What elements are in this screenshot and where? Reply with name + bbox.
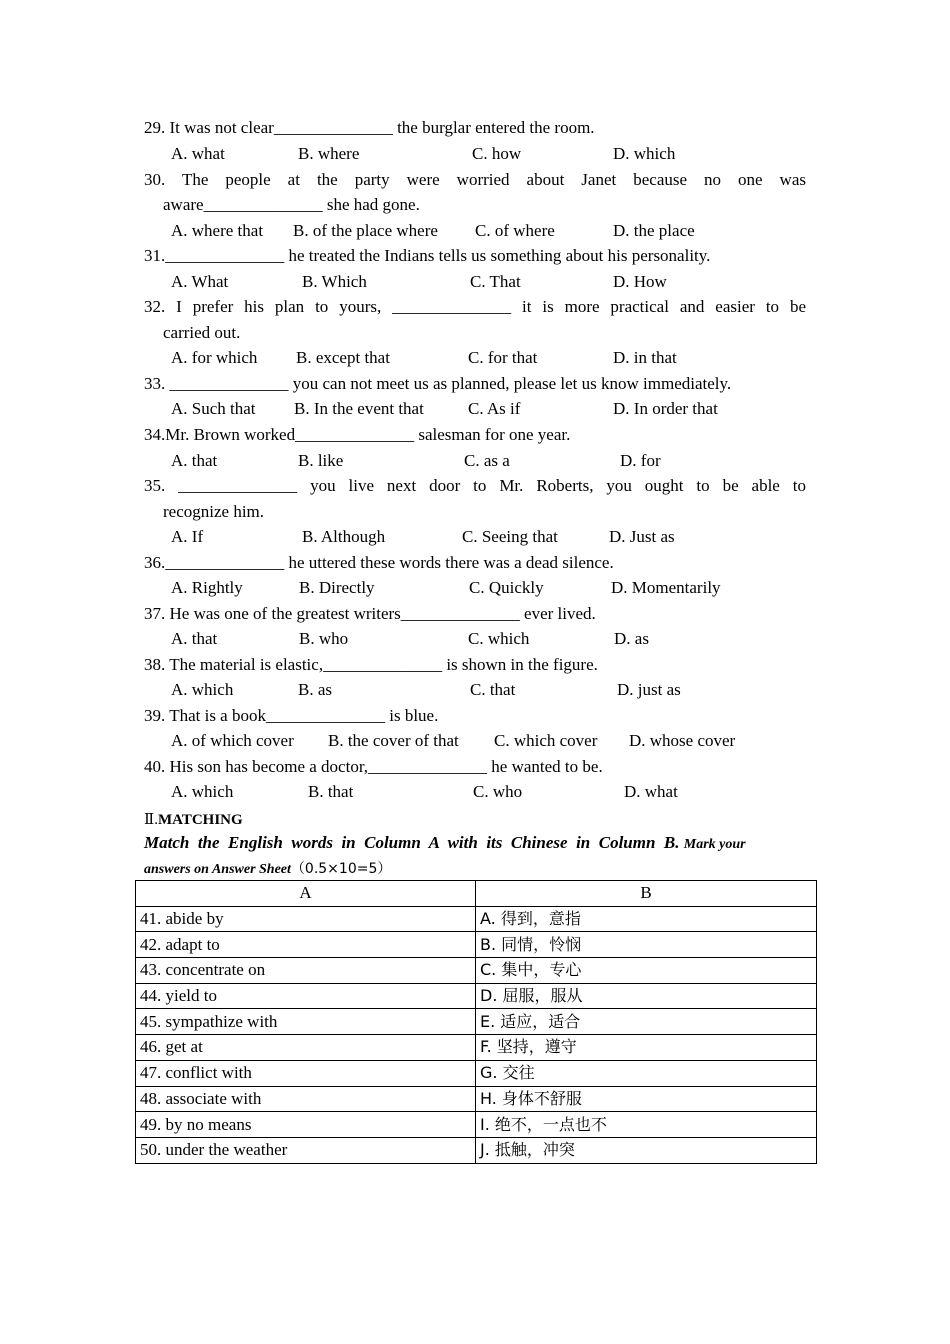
section-instruction-line-2 bbox=[144, 858, 806, 880]
question-30-option-c: C. of where bbox=[475, 221, 555, 240]
column-a-cell: 45. sympathize with bbox=[136, 1009, 476, 1035]
column-b-cell: I. 绝不，一点也不 bbox=[476, 1112, 817, 1138]
column-b-cell: B. 同情，怜悯 bbox=[476, 932, 817, 958]
question-40-option-b: B. that bbox=[308, 782, 354, 801]
question-36-option-b: B. Directly bbox=[299, 578, 375, 597]
table-row bbox=[136, 906, 817, 932]
column-a-cell: 41. abide by bbox=[136, 906, 476, 932]
table-row bbox=[136, 1112, 817, 1138]
question-38-option-c: C. that bbox=[470, 680, 516, 699]
column-b-cell: D. 屈服，服从 bbox=[476, 983, 817, 1009]
question-33-option-b: B. In the event that bbox=[294, 399, 424, 418]
question-37-option-c: C. which bbox=[468, 629, 530, 648]
question-30-stem: 30. The people at the party were worried about Janet because no one was bbox=[144, 170, 806, 189]
instruction-answer-sheet-text: answers on Answer Sheet bbox=[144, 862, 291, 877]
question-32-option-b: B. except that bbox=[296, 348, 390, 367]
question-37-stem: 37. He was one of the greatest writers______________ ever lived. bbox=[144, 604, 596, 623]
question-29-option-b: B. where bbox=[298, 144, 360, 163]
section-heading bbox=[144, 810, 243, 829]
column-a-cell: 47. conflict with bbox=[136, 1060, 476, 1086]
table-row bbox=[136, 1060, 817, 1086]
column-a-header: A bbox=[136, 881, 476, 907]
question-38-option-a: A. which bbox=[171, 680, 234, 699]
instruction-score-value: （0.5×10=5） bbox=[290, 861, 392, 877]
table-row bbox=[136, 1086, 817, 1112]
question-30-stem-continued: aware______________ she had gone. bbox=[163, 195, 420, 214]
column-a-cell: 44. yield to bbox=[136, 983, 476, 1009]
question-31-option-b: B. Which bbox=[302, 272, 367, 291]
question-32-stem: 32. I prefer his plan to yours, ______________ it is more practical and easier to be bbox=[144, 297, 806, 316]
column-b-cell: G. 交往 bbox=[476, 1060, 817, 1086]
question-36-option-d: D. Momentarily bbox=[611, 578, 721, 597]
question-32-option-d: D. in that bbox=[613, 348, 677, 367]
question-30-option-a: A. where that bbox=[171, 221, 264, 240]
column-a-cell: 48. associate with bbox=[136, 1086, 476, 1112]
question-39-option-a: A. of which cover bbox=[171, 731, 294, 750]
question-35-stem-continued: recognize him. bbox=[163, 502, 265, 521]
question-37-option-a: A. that bbox=[171, 629, 218, 648]
table-row bbox=[136, 1035, 817, 1061]
question-40-option-a: A. which bbox=[171, 782, 234, 801]
column-b-cell: F. 坚持，遵守 bbox=[476, 1035, 817, 1061]
question-32-option-a: A. for which bbox=[171, 348, 258, 367]
question-39-option-c: C. which cover bbox=[494, 731, 598, 750]
column-a-cell: 50. under the weather bbox=[136, 1137, 476, 1163]
question-29-option-a: A. what bbox=[171, 144, 225, 163]
question-30-option-b: B. of the place where bbox=[293, 221, 438, 240]
question-33-option-d: D. In order that bbox=[613, 399, 718, 418]
question-35-option-b: B. Although bbox=[302, 527, 386, 546]
column-a-cell: 49. by no means bbox=[136, 1112, 476, 1138]
instruction-score-text bbox=[291, 861, 391, 877]
question-37-option-b: B. who bbox=[299, 629, 349, 648]
question-29-stem: 29. It was not clear______________ the burglar entered the room. bbox=[144, 118, 595, 137]
question-35-option-c: C. Seeing that bbox=[462, 527, 558, 546]
section-number: Ⅱ. bbox=[144, 812, 158, 828]
question-40-option-c: C. who bbox=[473, 782, 523, 801]
question-31-option-c: C. That bbox=[470, 272, 521, 291]
question-33-option-a: A. Such that bbox=[171, 399, 256, 418]
question-34-option-a: A. that bbox=[171, 451, 218, 470]
question-34-option-b: B. like bbox=[298, 451, 344, 470]
question-38-stem: 38. The material is elastic,______________ is shown in the figure. bbox=[144, 655, 598, 674]
section-instruction-line-1 bbox=[144, 833, 806, 855]
question-35-option-a: A. If bbox=[171, 527, 204, 546]
column-a-cell: 42. adapt to bbox=[136, 932, 476, 958]
question-36-option-a: A. Rightly bbox=[171, 578, 243, 597]
question-30-option-d: D. the place bbox=[613, 221, 695, 240]
question-35-stem: 35. ______________ you live next door to Mr. Roberts, you ought to be able to bbox=[144, 476, 806, 495]
table-row bbox=[136, 1009, 817, 1035]
column-b-header: B bbox=[476, 881, 817, 907]
question-39-option-d: D. whose cover bbox=[629, 731, 736, 750]
table-row bbox=[136, 958, 817, 984]
question-37-option-d: D. as bbox=[614, 629, 649, 648]
question-38-option-d: D. just as bbox=[617, 680, 681, 699]
question-34-stem: 34.Mr. Brown worked______________ salesman for one year. bbox=[144, 425, 571, 444]
question-35-option-d: D. Just as bbox=[609, 527, 675, 546]
question-31-option-d: D. How bbox=[613, 272, 667, 291]
table-row bbox=[136, 1137, 817, 1163]
question-32-option-c: C. for that bbox=[468, 348, 538, 367]
table-header-row bbox=[136, 881, 817, 907]
column-b-cell: C. 集中，专心 bbox=[476, 958, 817, 984]
question-32-stem-continued: carried out. bbox=[163, 323, 241, 342]
question-36-option-c: C. Quickly bbox=[469, 578, 544, 597]
instruction-mark-text: Mark your bbox=[683, 837, 746, 852]
column-a-cell: 43. concentrate on bbox=[136, 958, 476, 984]
question-40-stem: 40. His son has become a doctor,______________ he wanted to be. bbox=[144, 757, 603, 776]
question-29-option-c: C. how bbox=[472, 144, 522, 163]
question-36-stem: 36.______________ he uttered these words there was a dead silence. bbox=[144, 553, 614, 572]
matching-table bbox=[135, 880, 817, 1164]
column-a-cell: 46. get at bbox=[136, 1035, 476, 1061]
question-33-stem: 33. ______________ you can not meet us as planned, please let us know immediately. bbox=[144, 374, 732, 393]
question-33-option-c: C. As if bbox=[468, 399, 521, 418]
instruction-main-text: Match the English words in Column A with its Chinese in Column B. bbox=[144, 833, 680, 852]
question-29-option-d: D. which bbox=[613, 144, 676, 163]
column-b-cell: J. 抵触，冲突 bbox=[476, 1137, 817, 1163]
question-38-option-b: B. as bbox=[298, 680, 332, 699]
section-title: MATCHING bbox=[157, 812, 243, 828]
column-b-cell: E. 适应，适合 bbox=[476, 1009, 817, 1035]
column-b-cell: H. 身体不舒服 bbox=[476, 1086, 817, 1112]
question-39-stem: 39. That is a book______________ is blue. bbox=[144, 706, 439, 725]
table-row bbox=[136, 932, 817, 958]
question-34-option-d: D. for bbox=[620, 451, 661, 470]
question-40-option-d: D. what bbox=[624, 782, 678, 801]
question-34-option-c: C. as a bbox=[464, 451, 510, 470]
table-row bbox=[136, 983, 817, 1009]
question-31-stem: 31.______________ he treated the Indians tells us something about his personality. bbox=[144, 246, 711, 265]
column-b-cell: A. 得到，意指 bbox=[476, 906, 817, 932]
question-31-option-a: A. What bbox=[171, 272, 229, 291]
question-39-option-b: B. the cover of that bbox=[328, 731, 459, 750]
